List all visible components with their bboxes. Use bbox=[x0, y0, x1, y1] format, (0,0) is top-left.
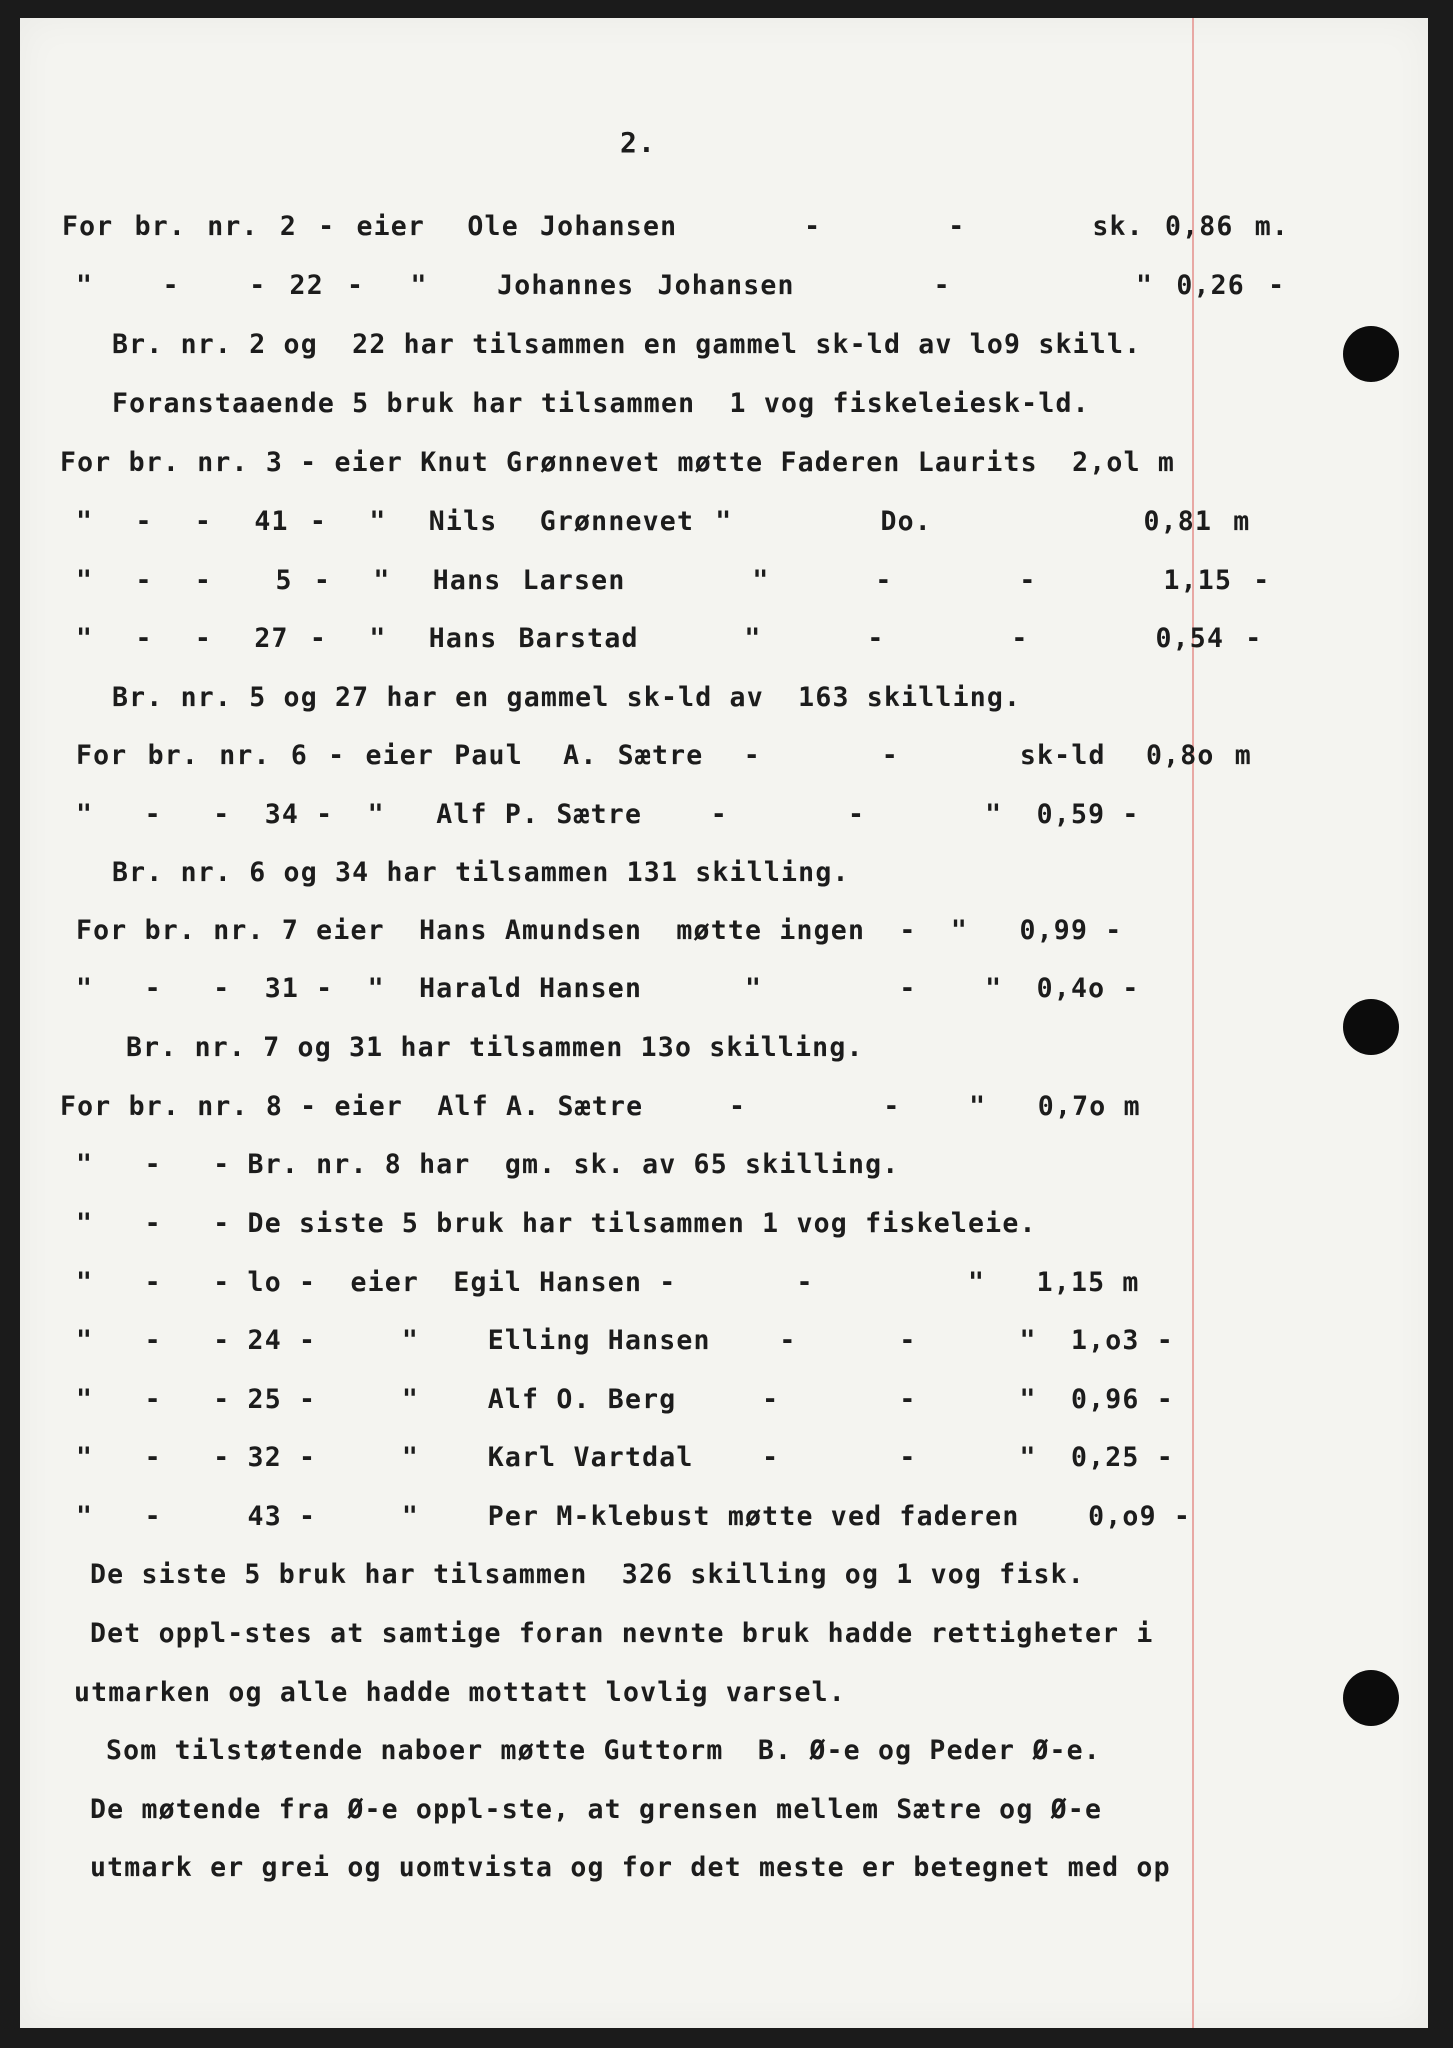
text-line: For br. nr. 3 - eier Knut Grønnevet møtte Faderen Laurits 2,ol m bbox=[60, 447, 1176, 478]
binder-hole bbox=[1343, 999, 1399, 1055]
text-line: " - - Br. nr. 8 har gm. sk. av 65 skilling. bbox=[76, 1149, 900, 1180]
text-line: Br. nr. 7 og 31 har tilsammen 13o skilling. bbox=[126, 1032, 864, 1063]
document-page bbox=[20, 18, 1428, 2028]
text-line: For br. nr. 6 - eier Paul A. Sætre - - sk-ld 0,8o m bbox=[76, 740, 1252, 771]
text-line: " - - 5 - " Hans Larsen " - - 1,15 - bbox=[76, 565, 1271, 596]
text-line: " - - 32 - " Karl Vartdal - - " 0,25 - bbox=[76, 1442, 1174, 1473]
text-line: For br. nr. 2 - eier Ole Johansen - - sk. 0,86 m. bbox=[62, 211, 1290, 242]
text-line: Br. nr. 6 og 34 har tilsammen 131 skilling. bbox=[112, 857, 850, 888]
text-line: " - - 22 - " Johannes Johansen - " 0,26 - bbox=[76, 270, 1286, 301]
text-line: Br. nr. 5 og 27 har en gammel sk-ld av 163 skilling. bbox=[112, 682, 1022, 713]
text-line: " - - 31 - " Harald Hansen " - " 0,4o - bbox=[76, 973, 1140, 1004]
page-number: 2. bbox=[620, 126, 657, 159]
text-line: " - - 24 - " Elling Hansen - - " 1,o3 - bbox=[76, 1325, 1174, 1356]
text-line: " - - 41 - " Nils Grønnevet " Do. 0,81 m bbox=[76, 506, 1251, 537]
binder-hole bbox=[1343, 1670, 1399, 1726]
text-line: Det oppl-stes at samtige foran nevnte bruk hadde rettigheter i bbox=[90, 1618, 1154, 1649]
text-line: " - - 25 - " Alf O. Berg - - " 0,96 - bbox=[76, 1384, 1174, 1415]
text-line: utmark er grei og uomtvista og for det meste er betegnet med op bbox=[90, 1852, 1171, 1883]
margin-line bbox=[1192, 18, 1194, 2028]
text-line: De møtende fra Ø-e oppl-ste, at grensen mellem Sætre og Ø-e bbox=[90, 1794, 1103, 1825]
text-line: For br. nr. 8 - eier Alf A. Sætre - - " 0,7o m bbox=[60, 1091, 1141, 1122]
text-line: " - - 34 - " Alf P. Sætre - - " 0,59 - bbox=[76, 799, 1140, 830]
text-line: " - - lo - eier Egil Hansen - - " 1,15 m bbox=[76, 1267, 1140, 1298]
text-line: For br. nr. 7 eier Hans Amundsen møtte ingen - " 0,99 - bbox=[76, 915, 1123, 946]
text-line: " - - 27 - " Hans Barstad " - - 0,54 - bbox=[76, 623, 1263, 654]
text-line: Foranstaaende 5 bruk har tilsammen 1 vog fiskeleiesk-ld. bbox=[112, 388, 1090, 419]
text-line: " - - De siste 5 bruk har tilsammen 1 vog fiskeleie. bbox=[76, 1208, 1037, 1239]
text-line: Br. nr. 2 og 22 har tilsammen en gammel sk-ld av lo9 skill. bbox=[112, 329, 1142, 360]
text-line: " - 43 - " Per M-klebust møtte ved faderen 0,o9 - bbox=[76, 1501, 1192, 1532]
text-line: De siste 5 bruk har tilsammen 326 skilling og 1 vog fisk. bbox=[90, 1559, 1085, 1590]
text-line: Som tilstøtende naboer møtte Guttorm B. Ø-e og Peder Ø-e. bbox=[106, 1735, 1101, 1766]
text-line: utmarken og alle hadde mottatt lovlig varsel. bbox=[74, 1677, 846, 1708]
binder-hole bbox=[1343, 326, 1399, 382]
